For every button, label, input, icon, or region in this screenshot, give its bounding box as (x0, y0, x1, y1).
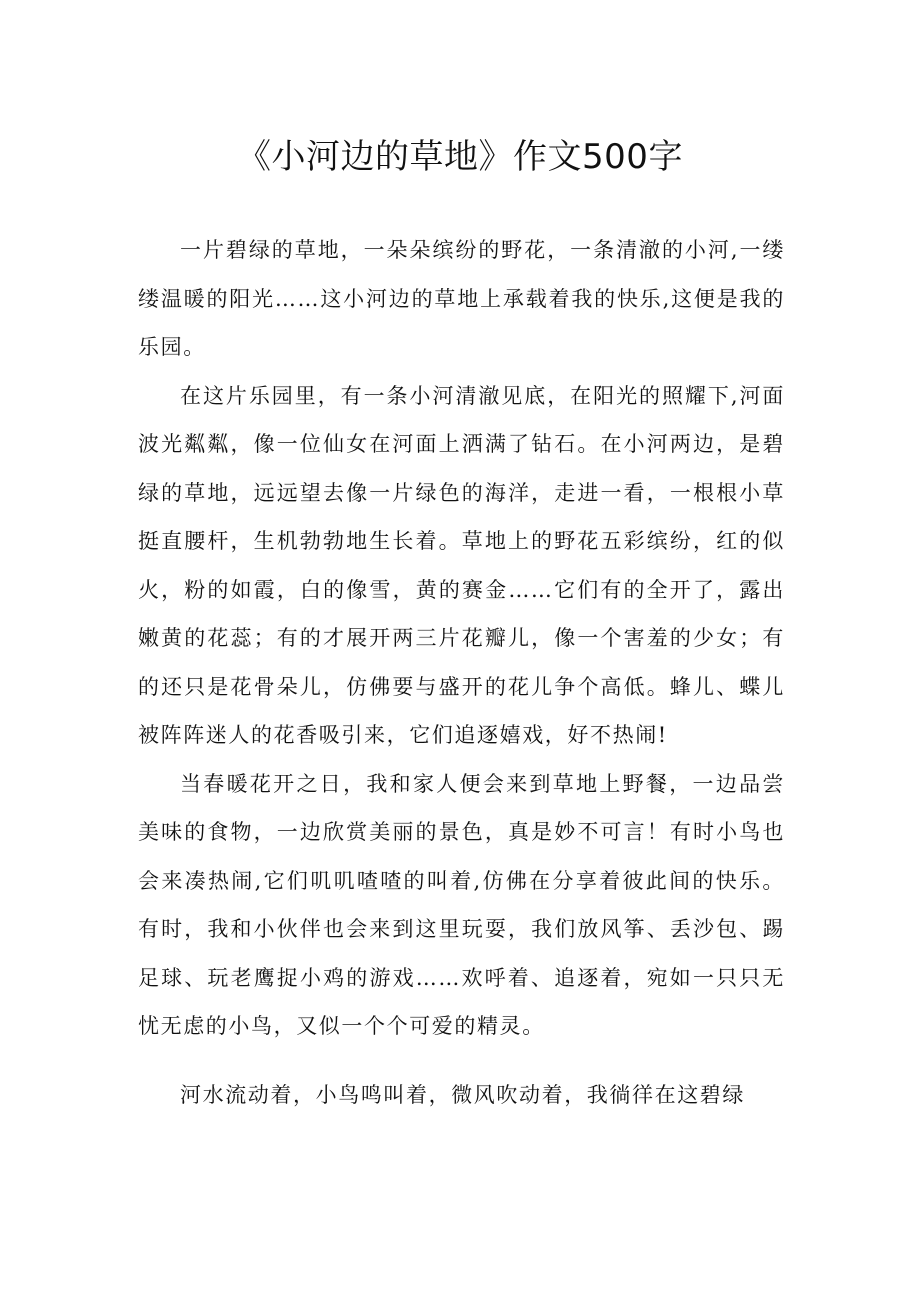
paragraph-3: 当春暖花开之日，我和家人便会来到草地上野餐，一边品尝美味的食物，一边欣赏美丽的景色，真是妙不可言！有时小鸟也会来凑热闹,它们叽叽喳喳的叫着,仿佛在分享着彼此间的快乐。有时，我和小伙伴也会来到这里玩耍，我们放风筝、丢沙包、踢足球、玩老鹰捉小鸡的游戏……欢呼着、追逐着，宛如一只只无忧无虑的小鸟，又似一个个可爱的精灵。 (138, 771, 785, 1038)
paragraph-1: 一片碧绿的草地，一朵朵缤纷的野花，一条清澈的小河,一缕缕温暖的阳光……这小河边的草地上承载着我的快乐,这便是我的乐园。 (138, 238, 785, 359)
document-body (138, 226, 785, 1119)
document-title: 《小河边的草地》作文500字 (237, 137, 683, 177)
paragraph-4: 河水流动着，小鸟鸣叫着，微风吹动着，我徜徉在这碧绿 (180, 1082, 745, 1107)
paragraph-2: 在这片乐园里，有一条小河清澈见底，在阳光的照耀下,河面波光粼粼，像一位仙女在河面上洒满了钻石。在小河两边，是碧绿的草地，远远望去像一片绿色的海洋，走进一看，一根根小草挺直腰杆，生机勃勃地生长着。草地上的野花五彩缤纷，红的似火，粉的如霞，白的像雪，黄的赛金……它们有的全开了，露出嫩黄的花蕊；有的才展开两三片花瓣儿，像一个害羞的少女；有的还只是花骨朵儿，仿佛要与盛开的花儿争个高低。蜂儿、蝶儿被阵阵迷人的花香吸引来，它们追逐嬉戏，好不热闹! (138, 383, 785, 747)
